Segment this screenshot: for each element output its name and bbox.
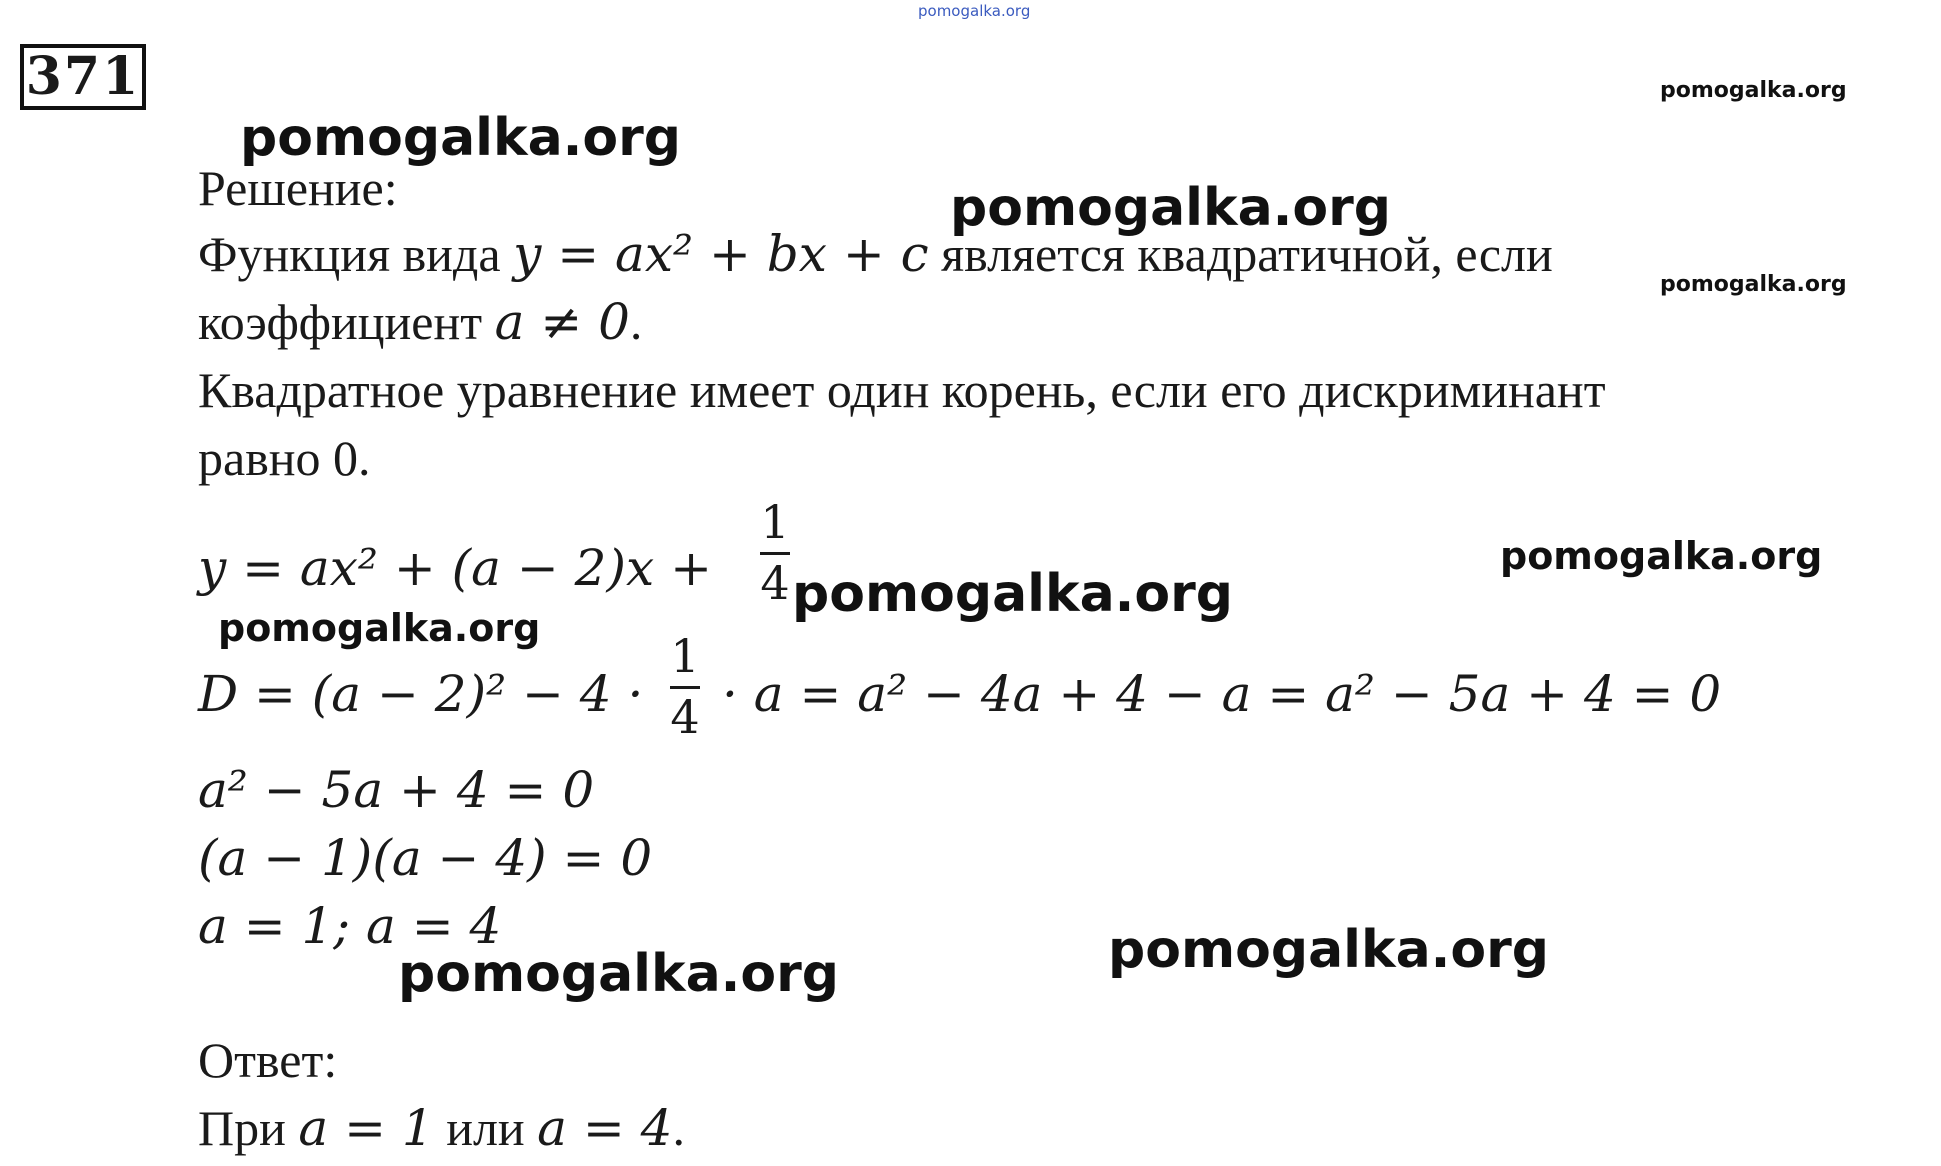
watermark-large-3: pomogalka.org [792,564,1234,624]
definition-suffix: является квадратичной, если [928,226,1553,282]
coefficient-formula: a ≠ 0 [494,293,630,351]
answer-connector: или [433,1100,538,1156]
definition-line-2 [198,292,642,352]
definition-line-1 [198,224,1553,284]
answer-heading: Ответ: [198,1032,338,1088]
answer-value-2: a = 4 [537,1099,673,1157]
root-condition-line-1: Квадратное уравнение имеет один корень, если его дискриминант [198,362,1606,418]
definition-prefix: Функция вида [198,226,514,282]
equation-1: a² − 5a + 4 = 0 [198,761,595,819]
answer-end: . [672,1100,685,1156]
coefficient-prefix: коэффициент [198,294,495,350]
fraction-bar [760,552,790,555]
discriminant-fraction-numerator: 1 [670,629,700,683]
answer-prefix: При [198,1100,299,1156]
watermark-medium-1: pomogalka.org [1500,534,1823,578]
answer-value-1: a = 1 [298,1099,434,1157]
watermark-medium-2: pomogalka.org [218,606,541,650]
discriminant-left: D = (a − 2)² − 4 · [198,665,644,723]
watermark-large-4: pomogalka.org [398,944,840,1004]
watermark-large-5: pomogalka.org [1108,920,1550,980]
watermark-large-2: pomogalka.org [950,178,1392,238]
solution-heading: Решение: [198,160,398,216]
watermark-large-1: pomogalka.org [240,108,682,168]
definition-formula: y = ax² + bx + c [513,225,929,283]
discriminant-fraction-denominator: 4 [670,690,700,744]
coefficient-end: . [629,294,643,350]
function-formula: y = ax² + (a − 2)x + [198,539,712,597]
problem-number: 371 [20,44,146,110]
answer-line [198,1098,685,1158]
discriminant-right: · a = a² − 4a + 4 − a = a² − 5a + 4 = 0 [722,665,1722,723]
equation-2: (a − 1)(a − 4) = 0 [198,829,653,887]
watermark-small-1: pomogalka.org [1660,78,1847,103]
discriminant-fraction [670,630,700,743]
function-fraction [760,496,790,609]
function-fraction-numerator: 1 [760,495,790,549]
watermark-small-2: pomogalka.org [1660,272,1847,297]
watermark-top: pomogalka.org [918,2,1031,20]
function-fraction-denominator: 4 [760,556,790,610]
root-condition-line-2: равно 0. [198,430,371,486]
fraction-bar [670,686,700,689]
equation-3: a = 1; a = 4 [198,897,502,955]
